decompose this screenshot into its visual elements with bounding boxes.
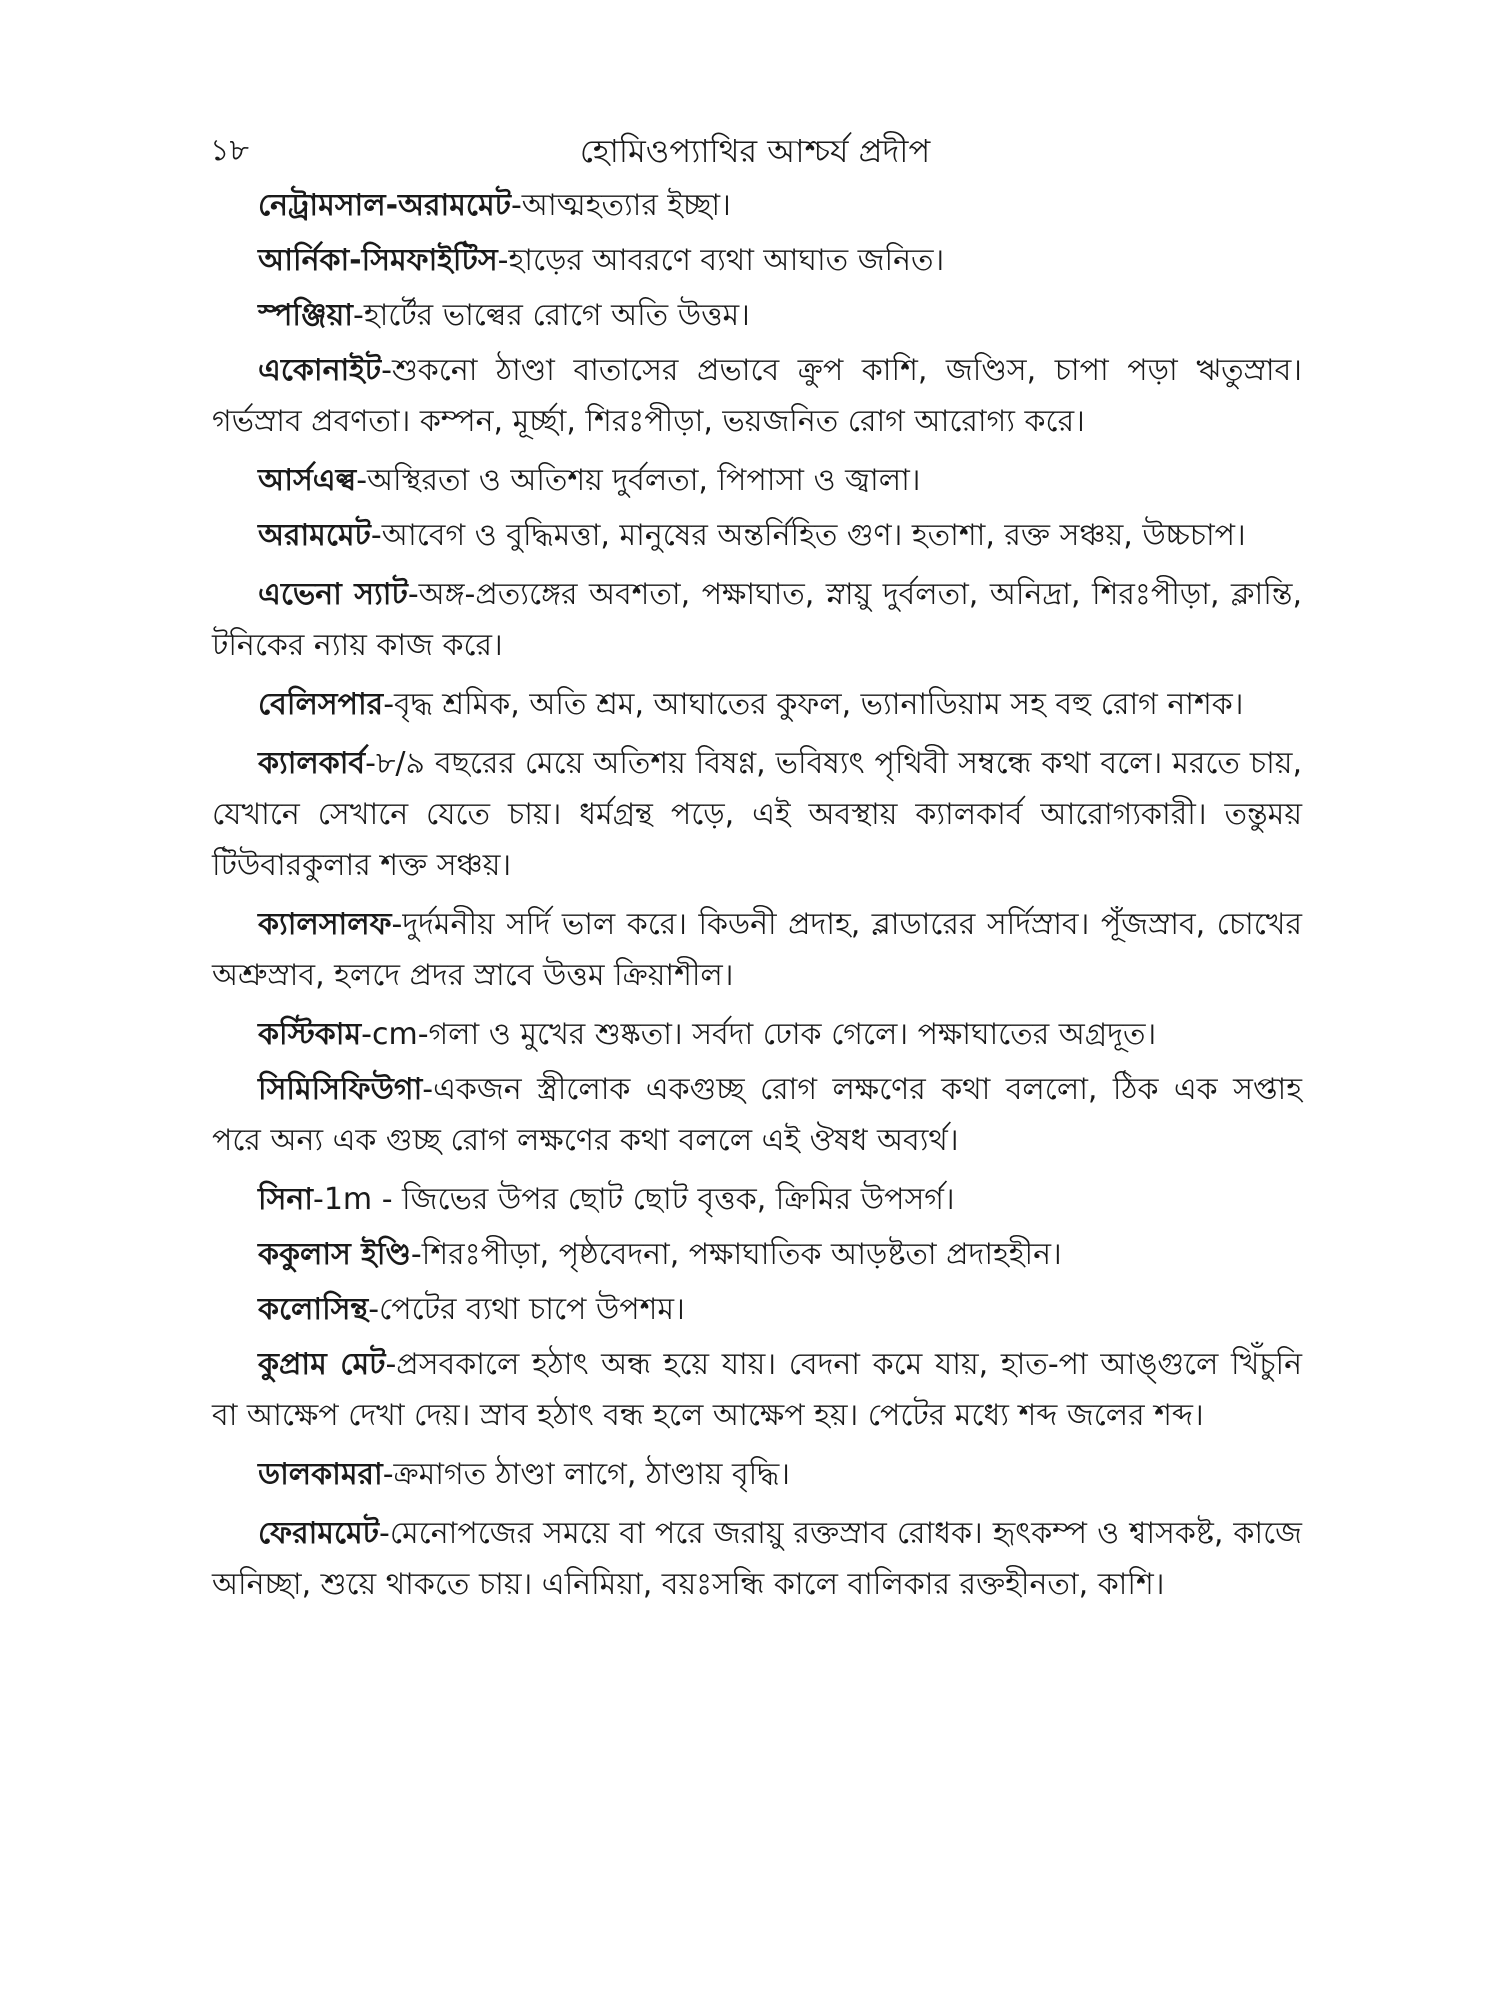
page-header <box>210 126 1300 176</box>
remedy-description: -শিরঃপীড়া, পৃষ্ঠবেদনা, পক্ষাঘাতিক আড়ষ্টতা প্রদাহহীন। <box>410 1237 1062 1272</box>
remedy-entry <box>212 679 1302 730</box>
remedy-name: আর্সএল্ব <box>258 463 357 498</box>
remedy-name: আর্নিকা-সিমফাইটিস <box>258 243 498 278</box>
remedy-description: -1m - জিভের উপর ছোট ছোট বৃত্তক, ক্রিমির উপসর্গ। <box>313 1182 955 1217</box>
remedy-name: নেট্রামসাল-অরামমেট <box>258 188 511 223</box>
remedy-description: -আত্মহত্যার ইচ্ছা। <box>510 188 731 223</box>
remedy-description: -ক্রমাগত ঠাণ্ডা লাগে, ঠাণ্ডায় বৃদ্ধি। <box>382 1457 790 1492</box>
remedy-name: ক্যালসালফ <box>258 907 392 942</box>
remedy-description: -হাড়ের আবরণে ব্যথা আঘাত জনিত। <box>497 243 945 278</box>
remedy-entry <box>212 1174 1302 1225</box>
remedy-name: কস্টিকাম <box>258 1017 362 1052</box>
remedy-entry <box>212 1064 1302 1166</box>
remedy-entry <box>212 569 1302 671</box>
remedy-entry <box>212 345 1302 447</box>
remedy-list <box>212 180 1302 1618</box>
remedy-entry <box>212 290 1302 341</box>
remedy-name: স্পঞ্জিয়া <box>258 298 353 333</box>
remedy-name: অরামমেট <box>258 518 371 553</box>
remedy-description: -বৃদ্ধ শ্রমিক, অতি শ্রম, আঘাতের কুফল, ভ্যানাডিয়াম সহ বহু রোগ নাশক। <box>383 687 1244 722</box>
remedy-name: একোনাইট <box>258 353 382 388</box>
remedy-description: -শুকনো ঠাণ্ডা বাতাসের প্রভাবে ক্রুপ কাশি, জণ্ডিস, চাপা পড়া ঋতুস্রাব। গর্ভস্রাব প্রবণতা। কম্পন, মূর্চ্ছা, শিরঃপীড়া, ভয়জনিত রোগ আরোগ্য করে। <box>212 353 1302 439</box>
remedy-description: -আবেগ ও বুদ্ধিমত্তা, মানুষের অন্তর্নিহিত গুণ। হতাশা, রক্ত সঞ্চয়, উচ্চচাপ। <box>370 518 1246 553</box>
remedy-name: সিনা <box>258 1182 314 1217</box>
remedy-name: ফেরামমেট <box>258 1516 380 1551</box>
remedy-entry <box>212 180 1302 231</box>
running-title: হোমিওপ্যাথির আশ্চর্য প্রদীপ <box>579 132 931 170</box>
remedy-entry <box>212 235 1302 286</box>
remedy-entry <box>212 1508 1302 1610</box>
remedy-entry <box>212 1229 1302 1280</box>
remedy-description: -cm-গলা ও মুখের শুষ্কতা। সর্বদা ঢোক গেলে। পক্ষাঘাতের অগ্রদূত। <box>361 1017 1157 1052</box>
remedy-name: সিমিসিফিউগা <box>258 1072 423 1107</box>
remedy-description: -প্রসবকালে হঠাৎ অন্ধ হয়ে যায়। বেদনা কমে যায়, হাত-পা আঙ্গুলে খিঁচুনি বা আক্ষেপ দেখা দেয়। স্রাব হঠাৎ বন্ধ হলে আক্ষেপ হয়। পেটের মধ্যে শব্দ জলের শব্দ। <box>212 1347 1302 1433</box>
remedy-name: কলোসিন্থ <box>258 1292 369 1327</box>
remedy-description: -৮/৯ বছরের মেয়ে অতিশয় বিষণ্ণ, ভবিষ্যৎ পৃথিবী সম্বন্ধে কথা বলে। মরতে চায়, যেখানে সেখানে যেতে চায়। ধর্মগ্রন্থ পড়ে, এই অবস্থায় ক্যালকার্ব আরোগ্যকারী। তন্তুময় টিউবারকুলার শক্ত সঞ্চয়। <box>212 746 1302 883</box>
remedy-name: এভেনা স্যাট <box>258 577 408 612</box>
remedy-description: -মেনোপজের সময়ে বা পরে জরায়ু রক্তস্রাব রোধক। হৃৎকম্প ও শ্বাসকষ্ট, কাজে অনিচ্ছা, শুয়ে থাকতে চায়। এনিমিয়া, বয়ঃসন্ধি কালে বালিকার রক্তহীনতা, কাশি। <box>212 1516 1302 1602</box>
remedy-entry <box>212 1009 1302 1060</box>
remedy-description: -পেটের ব্যথা চাপে উপশম। <box>368 1292 685 1327</box>
remedy-entry <box>212 510 1302 561</box>
remedy-name: কুপ্রাম মেট <box>258 1347 386 1382</box>
remedy-entry <box>212 1339 1302 1441</box>
remedy-name: ডালকামরা <box>258 1457 383 1492</box>
remedy-description: -হার্টের ভাল্বের রোগে অতি উত্তম। <box>353 298 750 333</box>
remedy-description: -অঙ্গ-প্রত্যঙ্গের অবশতা, পক্ষাঘাত, স্নায়ু দুর্বলতা, অনিদ্রা, শিরঃপীড়া, ক্লান্তি, টনিকের ন্যায় কাজ করে। <box>212 577 1303 663</box>
remedy-description: -অস্থিরতা ও অতিশয় দুর্বলতা, পিপাসা ও জ্বালা। <box>356 463 921 498</box>
page-number: ১৮ <box>210 133 249 168</box>
remedy-name: বেলিসপার <box>258 687 384 722</box>
remedy-entry <box>212 1449 1302 1500</box>
remedy-description: -একজন স্ত্রীলোক একগুচ্ছ রোগ লক্ষণের কথা বললো, ঠিক এক সপ্তাহ পরে অন্য এক গুচ্ছ রোগ লক্ষণের কথা বললে এই ঔষধ অব্যর্থ। <box>212 1072 1302 1158</box>
remedy-entry <box>212 738 1302 891</box>
remedy-entry <box>212 899 1302 1001</box>
remedy-entry <box>212 455 1302 506</box>
remedy-name: ককুলাস ইণ্ডি <box>258 1237 411 1272</box>
remedy-entry <box>212 1284 1302 1335</box>
remedy-description: -দুর্দমনীয় সর্দি ভাল করে। কিডনী প্রদাহ, ব্লাডারের সর্দিস্রাব। পূঁজস্রাব, চোখের অশ্রুস্রাব, হলদে প্রদর স্রাবে উত্তম ক্রিয়াশীল। <box>212 907 1302 993</box>
remedy-name: ক্যালকার্ব <box>258 746 366 781</box>
